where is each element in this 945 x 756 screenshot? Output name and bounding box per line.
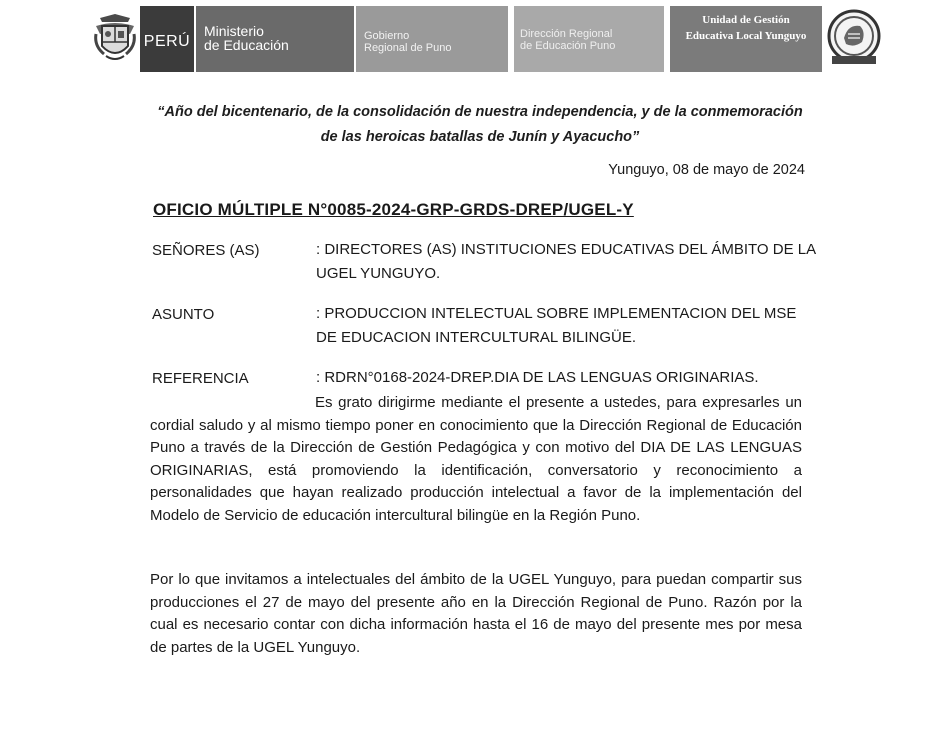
asunto-value: : PRODUCCION INTELECTUAL SOBRE IMPLEMENTACION DEL MSE DE EDUCACION INTERCULTURAL BILINGÜE. — [316, 305, 797, 346]
ugel-line1: Unidad de Gestión — [702, 14, 790, 26]
ugel-band — [670, 6, 822, 72]
ministry-line2: de Educación — [204, 37, 289, 53]
oficio-title: OFICIO MÚLTIPLE N°0085-2024-GRP-GRDS-DREP/UGEL-Y — [153, 200, 634, 219]
body-paragraph-1: Es grato dirigirme mediante el presente a ustedes, para expresarles un cordial saludo y al mismo tiempo poner en conocimiento que la Dirección Regional de Educación Puno a través de la Dirección de Gestión Pedagógica y con motivo del DIA DE LAS LENGUAS ORIGINARIAS, está promoviendo la identificación, conversatorio y reconocimiento a personalidades que hayan realizado producción intelectual a favor de la implementación del Modelo de Servicio de educación intercultural bilingüe en la Región Puno. — [150, 394, 802, 524]
referencia-label: REFERENCIA — [152, 370, 249, 387]
drep-line2: de Educación Puno — [520, 40, 616, 52]
document-date: Yunguyo, 08 de mayo de 2024 — [608, 162, 805, 178]
peru-coat-of-arms-icon — [92, 12, 138, 64]
gov-line1: Gobierno — [364, 30, 410, 42]
referencia-value: : RDRN°0168-2024-DREP.DIA DE LAS LENGUAS ORIGINARIAS. — [316, 369, 759, 386]
ugel-line2: Educativa Local Yunguyo — [685, 30, 807, 42]
asunto-label: ASUNTO — [152, 306, 215, 323]
slogan-line1: “Año del bicentenario, de la consolidación de nuestra independencia, y de la conmemoración — [157, 104, 803, 120]
ugel-seal-icon — [826, 8, 882, 68]
peru-label: PERÚ — [143, 33, 191, 50]
slogan-line2: de las heroicas batallas de Junín y Ayacucho” — [320, 129, 640, 145]
body-paragraph-2: Por lo que invitamos a intelectuales del ámbito de la UGEL Yunguyo, para puedan compartir sus producciones el 27 de mayo del presente año en la Dirección Regional de Puno. Razón por la cual es necesario contar con dicha información hasta el 16 de mayo del presente mes por mesa de partes de la UGEL Yunguyo. — [150, 571, 802, 656]
regional-education-band — [514, 6, 664, 72]
senores-value: : DIRECTORES (AS) INSTITUCIONES EDUCATIVAS DEL ÁMBITO DE LA UGEL YUNGUYO. — [316, 241, 816, 282]
ministry-line1: Ministerio — [204, 23, 264, 39]
drep-line1: Dirección Regional — [520, 28, 613, 40]
gov-line2: Regional de Puno — [364, 42, 452, 54]
regional-government-band — [356, 6, 508, 72]
senores-label: SEÑORES (AS) — [152, 242, 260, 259]
peru-band — [140, 6, 194, 72]
ministry-band — [196, 6, 354, 72]
